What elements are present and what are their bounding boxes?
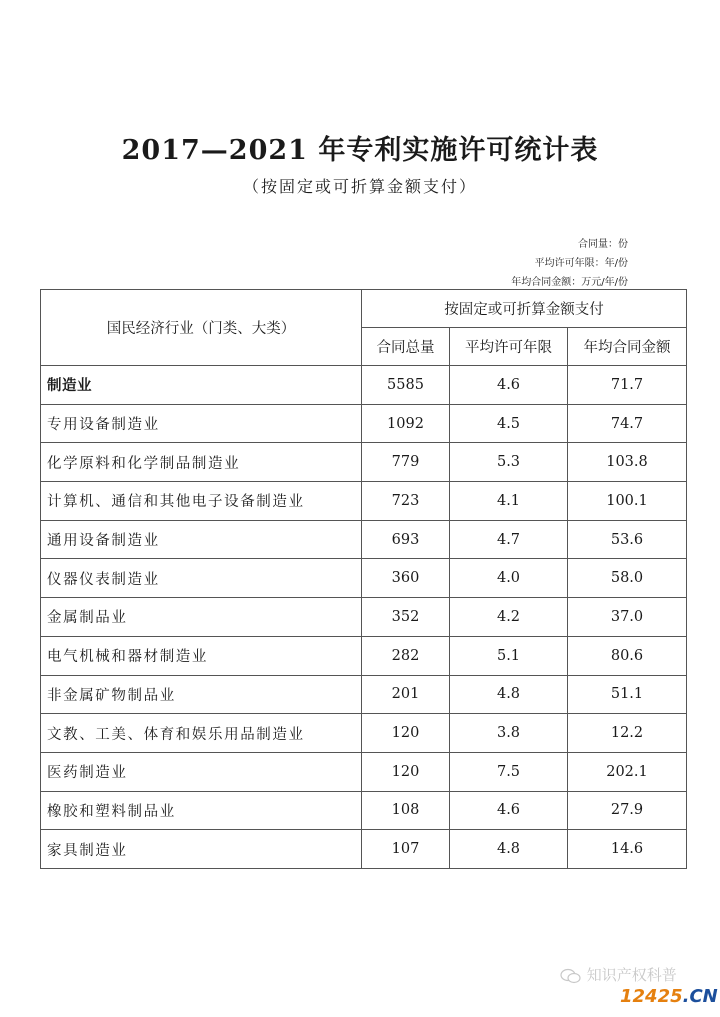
amount-cell: 53.6 (568, 520, 687, 559)
table-row (41, 520, 687, 559)
table-row (41, 714, 687, 753)
industry-cell: 金属制品业 (41, 598, 362, 637)
amount-cell: 71.7 (568, 366, 687, 405)
industry-cell: 电气机械和器材制造业 (41, 636, 362, 675)
years-cell: 4.0 (450, 559, 568, 598)
unit-note-years: 平均许可年限：年/份 (534, 258, 628, 269)
brand-suffix: .CN (682, 986, 718, 1007)
industry-cell: 文教、工美、体育和娱乐用品制造业 (41, 714, 362, 753)
table-row (41, 366, 687, 405)
amount-cell: 12.2 (568, 714, 687, 753)
table-row (41, 675, 687, 714)
industry-cell: 通用设备制造业 (41, 520, 362, 559)
total-cell: 282 (362, 636, 450, 675)
industry-cell: 医药制造业 (41, 752, 362, 791)
years-cell: 3.8 (450, 714, 568, 753)
column-header-total: 合同总量 (362, 328, 450, 366)
years-cell: 5.3 (450, 443, 568, 482)
table-row (41, 791, 687, 830)
industry-cell: 计算机、通信和其他电子设备制造业 (41, 482, 362, 521)
column-header-amount: 年均合同金额 (568, 328, 687, 366)
amount-cell: 37.0 (568, 598, 687, 637)
industry-cell: 非金属矿物制品业 (41, 675, 362, 714)
years-cell: 4.6 (450, 366, 568, 405)
watermark-text: 知识产权科普 (586, 966, 677, 984)
amount-cell: 14.6 (568, 830, 687, 869)
total-cell: 360 (362, 559, 450, 598)
total-cell: 1092 (362, 404, 450, 443)
years-cell: 7.5 (450, 752, 568, 791)
table-row (41, 830, 687, 869)
table-row (41, 559, 687, 598)
brand-digits: 12425 (620, 986, 683, 1007)
table-row (41, 636, 687, 675)
industry-cell: 专用设备制造业 (41, 404, 362, 443)
page-subtitle: （按固定或可折算金额支付） (242, 177, 477, 196)
amount-cell: 74.7 (568, 404, 687, 443)
total-cell: 108 (362, 791, 450, 830)
total-cell: 352 (362, 598, 450, 637)
amount-cell: 202.1 (568, 752, 687, 791)
amount-cell: 103.8 (568, 443, 687, 482)
wechat-icon (560, 968, 582, 984)
total-cell: 120 (362, 714, 450, 753)
total-cell: 201 (362, 675, 450, 714)
table-row (41, 443, 687, 482)
amount-cell: 80.6 (568, 636, 687, 675)
industry-cell: 仪器仪表制造业 (41, 559, 362, 598)
table-row (41, 598, 687, 637)
page-title: 2017—2021 年专利实施许可统计表 (121, 135, 599, 166)
years-cell: 5.1 (450, 636, 568, 675)
amount-cell: 58.0 (568, 559, 687, 598)
industry-cell: 制造业 (41, 366, 362, 405)
industry-cell: 橡胶和塑料制品业 (41, 791, 362, 830)
amount-cell: 100.1 (568, 482, 687, 521)
total-cell: 779 (362, 443, 450, 482)
row-header-industry: 国民经济行业（门类、大类） (41, 290, 362, 366)
total-cell: 723 (362, 482, 450, 521)
total-cell: 120 (362, 752, 450, 791)
group-header-payment: 按固定或可折算金额支付 (362, 290, 687, 328)
industry-cell: 家具制造业 (41, 830, 362, 869)
years-cell: 4.7 (450, 520, 568, 559)
total-cell: 693 (362, 520, 450, 559)
table-row (41, 404, 687, 443)
brand-logo (620, 986, 718, 1007)
statistics-table (40, 289, 687, 869)
years-cell: 4.8 (450, 675, 568, 714)
years-cell: 4.8 (450, 830, 568, 869)
amount-cell: 51.1 (568, 675, 687, 714)
unit-note-contracts: 合同量：份 (578, 239, 628, 250)
industry-cell: 化学原料和化学制品制造业 (41, 443, 362, 482)
table-row (41, 752, 687, 791)
table-body (41, 366, 687, 869)
total-cell: 107 (362, 830, 450, 869)
unit-note-amount: 年均合同金额：万元/年/份 (511, 277, 628, 288)
years-cell: 4.6 (450, 791, 568, 830)
years-cell: 4.1 (450, 482, 568, 521)
years-cell: 4.5 (450, 404, 568, 443)
column-header-years: 平均许可年限 (450, 328, 568, 366)
years-cell: 4.2 (450, 598, 568, 637)
watermark (560, 964, 677, 985)
table-row (41, 482, 687, 521)
total-cell: 5585 (362, 366, 450, 405)
amount-cell: 27.9 (568, 791, 687, 830)
